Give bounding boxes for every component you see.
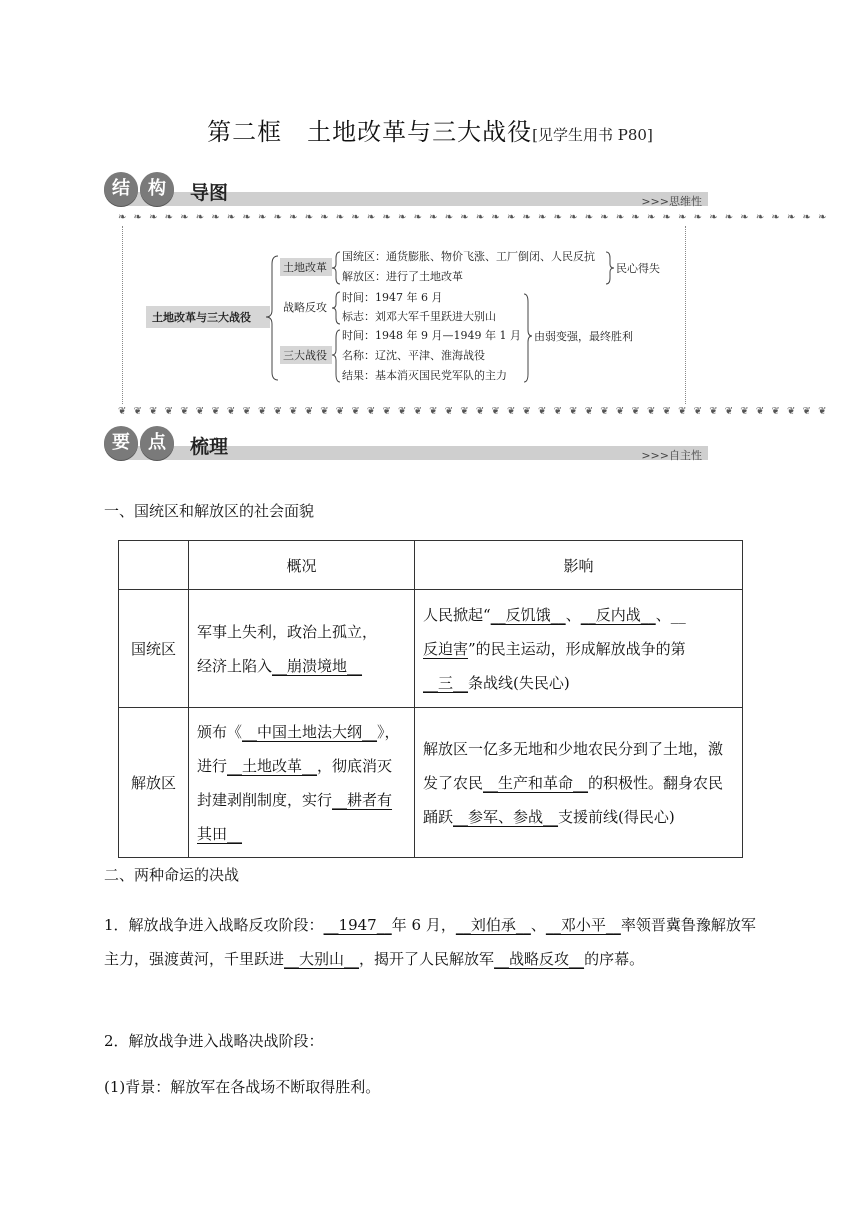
- guotongqu-impact: [415, 590, 743, 708]
- table-row: [119, 708, 743, 858]
- answer-blank: __中国土地法大纲__: [242, 722, 378, 741]
- map-brace-2: [332, 292, 340, 324]
- text: 》，进行: [197, 722, 400, 775]
- answer-blank: __反内战__: [580, 605, 656, 624]
- text: 支援前线(得民心): [558, 807, 675, 826]
- guotongqu-overview: [189, 590, 415, 708]
- text: 的积极性。翻身农民踊跃: [423, 773, 724, 826]
- row-head-guotongqu: 国统区: [119, 590, 189, 708]
- structure-map: [118, 212, 829, 418]
- table-header-overview: 概况: [189, 541, 415, 590]
- banner-circle-2: 点: [140, 426, 174, 460]
- map-branch-3-line-3: 结果：基本消灭国民党军队的主力: [342, 369, 507, 382]
- text: 军事上失利，政治上孤立，: [197, 622, 378, 641]
- text: 、: [530, 916, 546, 934]
- banner-tag: >>>自主性: [641, 449, 702, 462]
- banner-circle-1: 结: [104, 172, 138, 206]
- map-branch-3: 三大战役: [283, 349, 327, 362]
- map-brace-3: [332, 330, 340, 382]
- text: 、: [565, 605, 581, 624]
- text: 经济上陷入: [197, 656, 273, 675]
- text: 解放区一亿多无地和少地农民分到了土地，激发了农民: [423, 739, 724, 792]
- structure-banner: [104, 172, 708, 212]
- text: ”的民主运动，形成解放战争的第: [468, 639, 686, 658]
- map-branch-2-line-2: 标志：刘邓大军千里跃进大别山: [342, 310, 496, 323]
- banner-label: 梳理: [190, 436, 229, 458]
- row-head-jiefangqu: 解放区: [119, 708, 189, 858]
- answer-blank: __大别山__: [284, 950, 360, 968]
- item-1: [104, 908, 760, 976]
- map-branch-3-line-1: 时间：1948 年 9 月—1949 年 1 月: [342, 329, 521, 342]
- answer-blank: __反饥饿__: [490, 605, 566, 624]
- item-1-lead: 1．解放战争进入战略反攻阶段：: [104, 916, 324, 934]
- map-branch-1: 土地改革: [283, 261, 327, 274]
- map-branch-2: 战略反攻: [283, 301, 327, 314]
- text: ，彻底消灭封建剥削制度，实行: [197, 756, 393, 809]
- text: 率领晋冀鲁豫解放军主力，强渡黄河，千里跃进: [104, 916, 756, 968]
- text: 条战线(失民心): [468, 673, 570, 692]
- answer-blank: __生产和革命__: [483, 773, 589, 792]
- map-branch-1-line-2: 解放区：进行了土地改革: [342, 270, 463, 283]
- table-header-impact: 影响: [415, 541, 743, 590]
- jiefangqu-impact: [415, 708, 743, 858]
- points-banner: [104, 426, 708, 466]
- text: ，揭开了人民解放军: [359, 950, 495, 968]
- title-ref: [见学生用书 P80]: [532, 126, 653, 144]
- banner-circle-1: 要: [104, 426, 138, 460]
- banner-label: 导图: [190, 182, 229, 204]
- banner-tag: >>>思维性: [641, 195, 702, 208]
- answer-blank: __邓小平__: [545, 916, 621, 934]
- banner-circle-2: 构: [140, 172, 174, 206]
- item-3: (1)背景：解放军在各战场不断取得胜利。: [104, 1078, 381, 1096]
- map-result-2: 由弱变强，最终胜利: [534, 330, 633, 343]
- map-result-brace-1: [606, 252, 614, 284]
- section-heading-1: 一、国统区和解放区的社会面貌: [104, 502, 315, 520]
- answer-blank: __参军、参战__: [453, 807, 559, 826]
- map-diagram: [118, 212, 829, 418]
- map-branch-1-line-1: 国统区：通货膨胀、物价飞涨、工厂倒闭、人民反抗: [342, 250, 595, 263]
- text: 人民掀起“: [423, 605, 491, 624]
- map-branch-3-line-2: 名称：辽沈、平津、淮海战役: [342, 349, 485, 362]
- answer-blank: __崩溃境地__: [272, 656, 363, 675]
- comparison-table: [118, 540, 743, 858]
- map-result-brace-2: [524, 294, 532, 382]
- map-root: 土地改革与三大战役: [152, 311, 251, 324]
- table-row: [119, 590, 743, 708]
- map-result-1: 民心得失: [616, 262, 660, 275]
- title-main: 第二框 土地改革与三大战役: [207, 118, 533, 146]
- page-title: [0, 112, 860, 147]
- jiefangqu-overview: [189, 708, 415, 858]
- text: 年 6 月，: [391, 916, 456, 934]
- answer-blank: __战略反攻__: [494, 950, 585, 968]
- answer-blank: __刘伯承__: [455, 916, 531, 934]
- vine-border-top: ❧ ❧ ❧ ❧ ❧ ❧ ❧ ❧ ❧ ❧ ❧ ❧ ❧ ❧ ❧ ❧ ❧ ❧ ❧ ❧ ❧ ❧ ❧ ❧ ❧ ❧ ❧ ❧ ❧ ❧ ❧ ❧ ❧ ❧ ❧ ❧ ❧ ❧ ❧ ❧ ❧ ❧ ❧ ❧ ❧ ❧: [118, 212, 829, 223]
- text: 的序幕。: [584, 950, 645, 968]
- item-2: 2．解放战争进入战略决战阶段：: [104, 1032, 324, 1050]
- text: 、__: [655, 605, 686, 624]
- answer-blank: 反迫害: [423, 639, 469, 658]
- section-heading-2: 二、两种命运的决战: [104, 866, 240, 884]
- table-header-row: [119, 541, 743, 590]
- text: 颁布《: [197, 722, 243, 741]
- answer-blank: __三__: [423, 673, 469, 692]
- table-corner: [119, 541, 189, 590]
- map-branch-2-line-1: 时间：1947 年 6 月: [342, 291, 443, 304]
- answer-blank: __土地改革__: [227, 756, 318, 775]
- answer-blank: __耕者有其田__: [197, 790, 393, 843]
- map-brace-1: [332, 252, 340, 284]
- vine-border-bottom: ❦ ❦ ❦ ❦ ❦ ❦ ❦ ❦ ❦ ❦ ❦ ❦ ❦ ❦ ❦ ❦ ❦ ❦ ❦ ❦ ❦ ❦ ❦ ❦ ❦ ❦ ❦ ❦ ❦ ❦ ❦ ❦ ❦ ❦ ❦ ❦ ❦ ❦ ❦ ❦ ❦ ❦ ❦ ❦ ❦ ❦: [118, 406, 829, 417]
- answer-blank: __1947__: [323, 916, 392, 934]
